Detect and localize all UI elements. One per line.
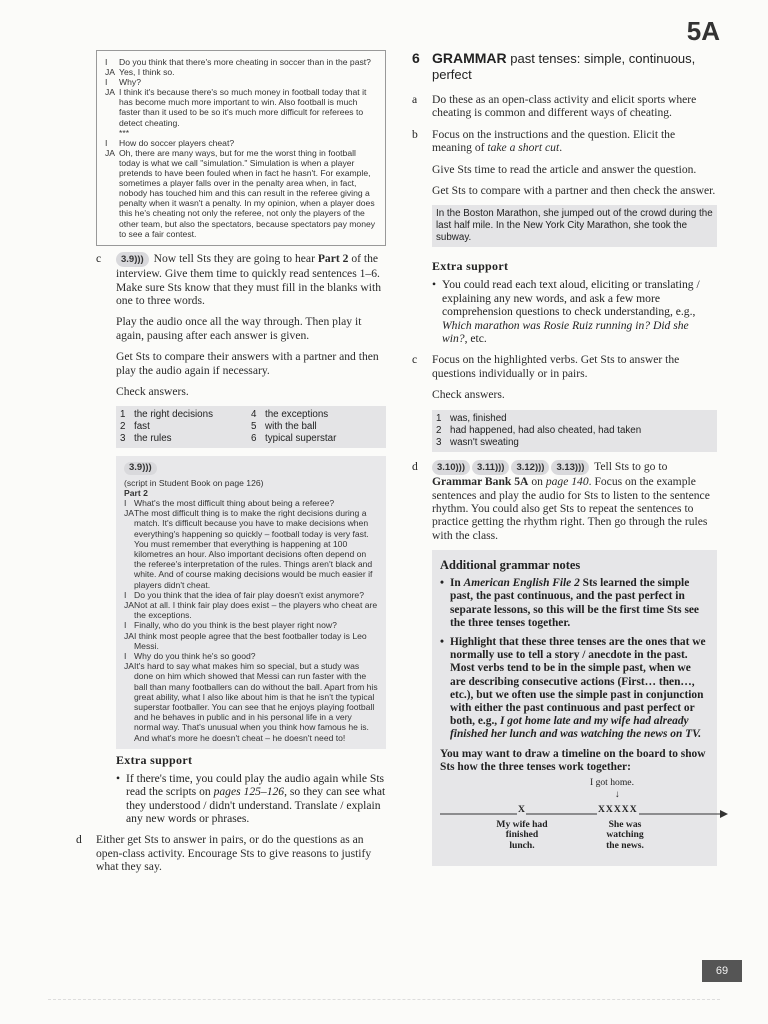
script-line — [105, 57, 379, 67]
play-instruction: Play the audio once all the way through. Then play it again, pausing after each answer is given. — [116, 315, 362, 342]
script-text: *** — [119, 127, 130, 138]
speaker-label: JA — [124, 630, 135, 641]
script-text: I think most people agree that the best footballer today is Leo Messi. — [134, 630, 367, 651]
extra-support-heading: Extra support — [116, 752, 193, 767]
speaker-label — [105, 128, 119, 138]
script-line — [124, 661, 378, 743]
audio-icon[interactable]: 3.12))) — [511, 460, 549, 475]
script-text: How do soccer players cheat? — [119, 137, 235, 148]
script-text: What's the most difficult thing about being a referee? — [134, 497, 335, 508]
script-line — [124, 631, 378, 651]
unit-tag: 5A — [686, 16, 720, 46]
audio-icon[interactable]: 3.10))) — [432, 460, 470, 475]
step-c: c Focus on the highlighted verbs. Get Sts to answer the questions individually or in pairs. Check answers. 1 was, finished 2 had happened, had also cheated, had taken 3 wasn't sweating — [412, 353, 717, 459]
audio-icon[interactable]: 3.13))) — [551, 460, 589, 475]
step-letter: c — [96, 251, 102, 265]
speaker-label: JA — [124, 599, 135, 610]
script-line — [124, 620, 378, 630]
script-text: It's hard to say what makes him so special, but a study was done on him which showed that Messi can run faster with the ball than many footballers can do without the ball. Apart from his great ability, what I also like about him is that he isn't the typical superstar footballer. You can see that he enjoys playing football and he behaves in public and in his personal life in a very normal way. That's unusual when you think how famous he is. And what's more he doesn't cheat – he doesn't need to! — [134, 661, 378, 743]
script-line — [105, 138, 379, 148]
script-line — [124, 600, 378, 620]
step-b: b Focus on the instructions and the question. Elicit the meaning of take a short cut. Give Sts time to read the article and answer the question. Get Sts to compare with a partner and then check the answer. In the Boston Marathon, she jumped out of the crowd during the last half mile. In the New York City Marathon, she took the subway. Extra support • You could read each text aloud, eliciting or translating / explaining any new words, and ask a few more comprehension questions to check understanding, e.g., Which marathon was Rosie Ruiz running in? Did she win?, etc. — [412, 127, 716, 346]
script-text: Yes, I think so. — [119, 67, 175, 78]
speaker-label: JA — [105, 67, 116, 78]
step-d: d 3.10))) 3.11))) 3.12))) 3.13))) Tell Sts to go to Grammar Bank 5A on page 140. Focus on the example sentences and play the audio for Sts to listen to the sentence rhythm. You could also get Sts to repeat the sentences to practice getting the rhythm right. Then go through the rules with the class. Additional grammar notes • In American English File 2 Sts learned the simple past, the past continuous, and the past perfect in separate lessons, so this will be the first time Sts see the three tenses together. • Highlight that these three tenses are the ones that we normally use to tell a story / anecdote in the past. Most verbs tend to be in the simple past, when we are describing consecutive actions (First… then…, etc.), but we often use the simple past in conjunction with either the past continuous and past perfect or both, e.g., I got home late and my wife had already finished her lunch and was watching the news on TV. You may want to draw a timeline on the board to show Sts how the three tenses work together: I got home. ↓ X XXXXX My wife had finished lunch. She was watching the news. — [412, 460, 717, 866]
speaker-label: I — [105, 137, 108, 148]
script-line — [124, 508, 378, 590]
speaker-label: I — [124, 620, 127, 631]
audio-icon[interactable]: 3.9))) — [116, 252, 149, 267]
speaker-label: I — [124, 589, 127, 600]
script-line — [105, 67, 379, 77]
step-c-text: 3.9))) Now tell Sts they are going to hear Part 2 of the interview. Give them time to quickly read sentences 1–6. Make sure Sts know that they must fill in the blanks with one to three words. — [116, 251, 382, 307]
speaker-label: JA — [105, 87, 116, 98]
answer-item: 2 had happened, had also cheated, had taken — [436, 424, 642, 436]
step-d: d Either get Sts to answer in pairs, or do the questions as an open-class activity. Encourage Sts to give reasons to justify what they say. — [76, 833, 386, 881]
script-line — [124, 498, 378, 508]
audio-script-part2 — [116, 456, 386, 748]
speaker-label: I — [105, 57, 108, 67]
compare-instruction: Get Sts to compare their answers with a partner and then play the audio again if necessary. — [116, 350, 379, 377]
script-line — [105, 128, 379, 138]
answer-key — [432, 410, 717, 452]
answer-key — [116, 406, 386, 448]
script-text: Why? — [119, 77, 141, 88]
script-line — [105, 77, 379, 87]
script-source: (script in Student Book on page 126) — [124, 477, 264, 488]
speaker-label: I — [105, 77, 108, 88]
extra-support-bullet: • You could read each text aloud, eliciting or translating / explaining any new words, and ask a few more comprehension questions to check understanding, e.g., Which marathon was Rosie Ruiz running in? Did she win?, etc. — [432, 278, 700, 346]
script-text: Why do you think he's so good? — [134, 651, 256, 661]
footer-rule — [48, 999, 720, 1000]
timeline-label-past-perfect: My wife had finished lunch. — [496, 818, 548, 851]
answer-item: 2 fast — [120, 421, 150, 433]
extra-support-heading: Extra support — [432, 259, 509, 274]
right-column — [412, 50, 717, 866]
script-text: Do you think that there's more cheating in soccer than in the past? — [119, 57, 371, 67]
answer-example: In the Boston Marathon, she jumped out of the crowd during the last half mile. In the New York City Marathon, she took the subway. — [432, 205, 717, 247]
speaker-label: JA — [124, 661, 135, 672]
script-text: Do you think that the idea of fair play doesn't exist anymore? — [134, 589, 364, 600]
timeline-label-past-continuous: She was watching the news. — [606, 818, 644, 851]
timeline-arrow — [440, 804, 730, 824]
grammar-heading: 6 GRAMMAR past tenses: simple, continuous, perfect — [412, 50, 696, 82]
page-number: 69 — [702, 960, 742, 982]
script-text: Oh, there are many ways, but for me the worst thing in football today is what we call "simulation." Simulation is when a player pretends to have been fouled when in fact he hasn't. For example, sometimes a player falls over in the penalty area when, in fact, nobody has touched him and this can result in the referee giving a penalty when it wasn't a penalty. In my opinion, when a player does this he's cheating not only the referee, not only the players of the other team, but also the spectators, because spectators pay money to see a fair contest. — [119, 147, 376, 239]
script-part-label: Part 2 — [124, 487, 148, 498]
script-line — [124, 590, 378, 600]
answer-item: 3 the rules — [120, 433, 172, 445]
step-c — [96, 252, 386, 826]
speaker-label: I — [124, 651, 127, 661]
answer-item: 4 the exceptions — [251, 409, 329, 421]
script-line — [105, 148, 379, 239]
script-excerpt-box — [96, 50, 386, 246]
audio-icon[interactable]: 3.11))) — [472, 460, 509, 475]
script-text: Finally, who do you think is the best player right now? — [134, 620, 337, 631]
answer-item: 5 with the ball — [251, 421, 317, 433]
check-answers: Check answers. — [116, 384, 189, 398]
audio-icon[interactable]: 3.9))) — [124, 462, 157, 474]
left-column — [76, 50, 386, 882]
script-line — [105, 87, 379, 127]
script-text: I think it's because there's so much money in football today that it has become much more important to win. Also football is much faster than it used to be so it's much more difficult for referees to detect cheating. — [119, 87, 367, 128]
answer-item: 3 wasn't sweating — [436, 436, 519, 448]
speaker-label: JA — [105, 147, 116, 158]
answer-item: 1 the right decisions — [120, 409, 213, 421]
step-letter: d — [76, 833, 82, 847]
script-text: The most difficult thing is to make the right decisions during a match. It's difficult because you have to make decisions when everything's happening so quickly – football today is very fast. You must remember that everything is happening at 100 kilometres an hour. Also important decisions often depend on the referee's interpretation of the rules. Things aren't black and white. And of course making decisions would be much easier if players didn't cheat. — [134, 508, 373, 590]
speaker-label: JA — [124, 508, 135, 519]
script-line — [124, 651, 378, 661]
step-a: a Do these as an open-class activity and elicit sports where cheating is common and different ways of cheating. — [412, 93, 697, 120]
answer-item: 6 typical superstar — [251, 433, 337, 445]
extra-support-bullet: • If there's time, you could play the audio again while Sts read the scripts on pages 125–126, so they can see what they understood / didn't understand. Translate / explain any new words or phrases. — [116, 771, 386, 826]
timeline-diagram: I got home. ↓ X XXXXX My wife had finished lunch. She was watching the news. — [440, 778, 709, 858]
speaker-label: I — [124, 497, 127, 508]
script-text: Not at all. I think fair play does exist – the players who cheat are the exceptions. — [134, 599, 378, 621]
grammar-notes-box: Additional grammar notes • In American English File 2 Sts learned the simple past, the past continuous, and the past perfect in separate lessons, so this will be the first time Sts see the three tenses together. • Highlight that these three tenses are the ones that we normally use to tell a story / anecdote in the past. Most verbs tend to be in the simple past, when we are describing consecutive actions (First… then…, etc.), but we often use the simple past in conjunction with either the past continuous and past perfect or both, e.g., I got home late and my wife had already finished her lunch and was watching the news on TV. You may want to draw a timeline on the board to show Sts how the three tenses work together: I got home. ↓ X XXXXX My wife had finished lunch. She was watching the news. — [432, 550, 717, 866]
answer-item: 1 was, finished — [436, 412, 507, 424]
